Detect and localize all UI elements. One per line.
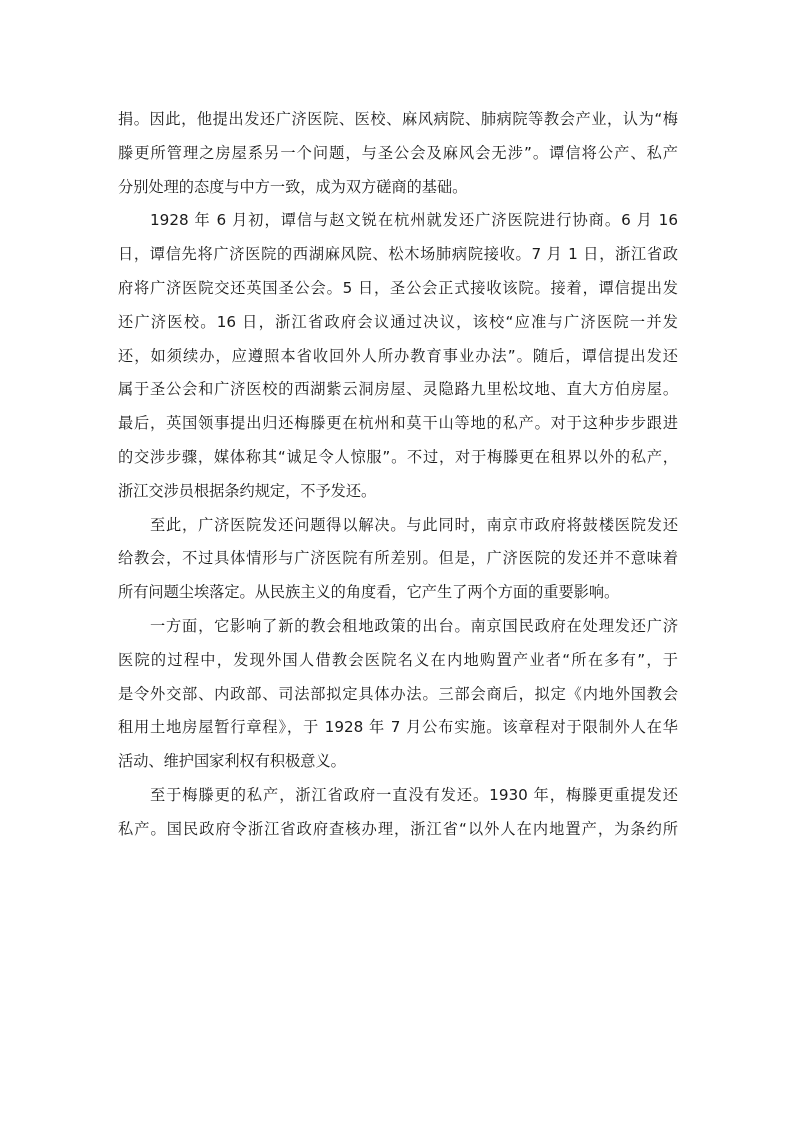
- text-line: 医院的过程中，发现外国人借教会医院名义在内地购置产业者“所在多有”，于: [118, 650, 678, 669]
- text-line: 滕更所管理之房屋系另一个问题，与圣公会及麻风会无涉”。谭信将公产、私产: [118, 143, 678, 162]
- text-line: 的交涉步骤，媒体称其“诚足令人惊服”。不过，对于梅滕更在租界以外的私产，: [118, 447, 678, 466]
- text-line: 日，谭信先将广济医院的西湖麻风院、松木场肺病院接收。7 月 1 日，浙江省政: [118, 245, 678, 264]
- text-line: 最后，英国领事提出归还梅滕更在杭州和莫干山等地的私产。对于这种步步跟进: [118, 414, 678, 433]
- text-line: 府将广济医院交还英国圣公会。5 日，圣公会正式接收该院。接着，谭信提出发: [118, 278, 678, 297]
- text-line: 属于圣公会和广济医校的西湖紫云洞房屋、灵隐路九里松坟地、直大方伯房屋。: [118, 380, 678, 399]
- text-line: 一方面，它影响了新的教会租地政策的出台。南京国民政府在处理发还广济: [150, 616, 678, 635]
- text-line: 浙江交涉员根据条约规定，不予发还。: [118, 481, 377, 500]
- text-line: 还，如须续办，应遵照本省收回外人所办教育事业办法”。随后，谭信提出发还: [118, 346, 678, 365]
- text-line: 给教会，不过具体情形与广济医院有所差别。但是，广济医院的发还并不意味着: [118, 549, 678, 568]
- document-body: [118, 103, 678, 847]
- text-line: 1928 年 6 月初，谭信与赵文锐在杭州就发还广济医院进行协商。6 月 16: [150, 211, 678, 230]
- text-line: 租用土地房屋暂行章程》，于 1928 年 7 月公布实施。该章程对于限制外人在华: [118, 718, 678, 737]
- text-line: 还广济医校。16 日，浙江省政府会议通过决议，该校“应准与广济医院一并发: [118, 312, 678, 331]
- text-line: 捐。因此，他提出发还广济医院、医校、麻风病院、肺病院等教会产业，认为“梅: [118, 110, 678, 128]
- text-line: 所有问题尘埃落定。从民族主义的角度看，它产生了两个方面的重要影响。: [118, 583, 620, 602]
- text-line: 活动、维护国家利权有积极意义。: [118, 752, 346, 771]
- text-line: 至此，广济医院发还问题得以解决。与此同时，南京市政府将鼓楼医院发还: [150, 515, 678, 534]
- text-line: 至于梅滕更的私产，浙江省政府一直没有发还。1930 年，梅滕更重提发还: [150, 785, 678, 804]
- text-line: 是令外交部、内政部、司法部拟定具体办法。三部会商后，拟定《内地外国教会: [118, 684, 678, 703]
- text-line: 分别处理的态度与中方一致，成为双方磋商的基础。: [118, 177, 468, 196]
- text-line: 私产。国民政府令浙江省政府查核办理，浙江省“以外人在内地置产，为条约所: [118, 819, 678, 838]
